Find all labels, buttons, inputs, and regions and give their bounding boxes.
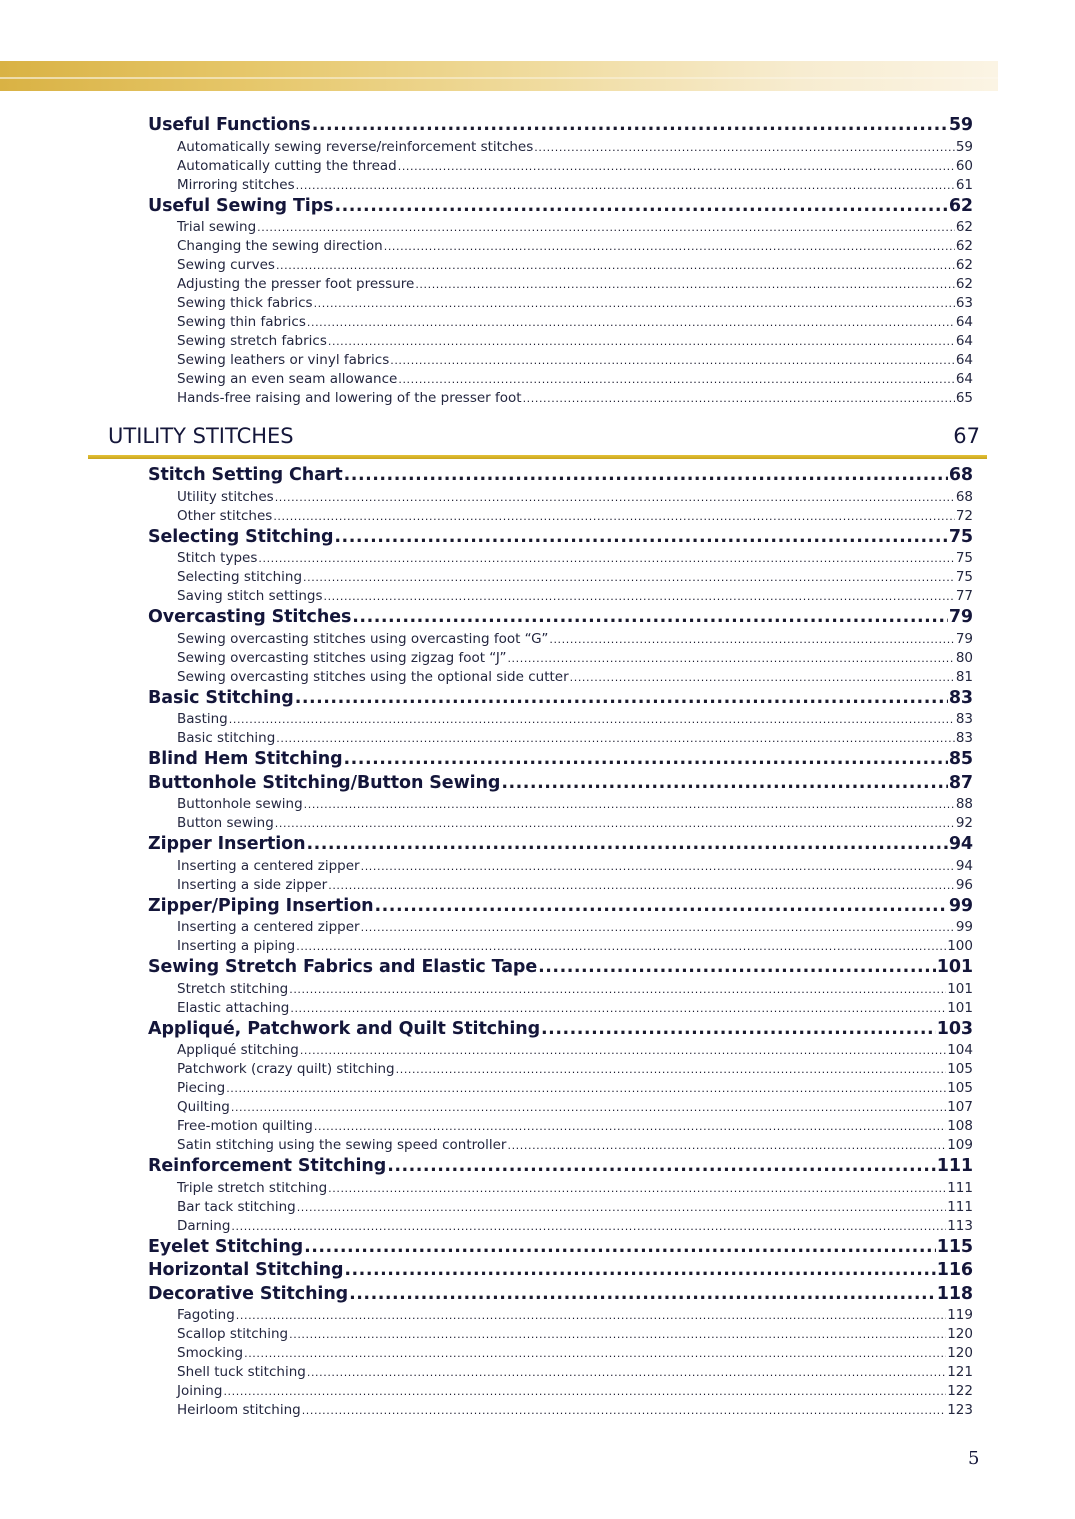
toc-entry-page: 87 (948, 772, 973, 793)
toc-entry[interactable] (148, 1237, 973, 1261)
toc-subentry-label: Inserting a piping (177, 938, 296, 954)
toc-subentry-page: 65 (955, 390, 973, 406)
toc-subentry-page: 122 (947, 1383, 973, 1399)
dot-leader (289, 983, 946, 996)
toc-subentry-page: 99 (955, 919, 973, 935)
toc-subentry-page: 64 (955, 371, 973, 387)
toc-entry-title: Selecting Stitching (148, 526, 334, 547)
toc-subentry-page: 109 (947, 1137, 973, 1153)
toc-section-useful (148, 115, 973, 409)
dot-leader (349, 1284, 936, 1304)
toc-entry-page: 103 (936, 1018, 973, 1039)
toc-entry[interactable] (148, 1156, 973, 1180)
toc-entry[interactable] (148, 1284, 973, 1308)
toc-subentry-page: 92 (955, 815, 973, 831)
toc-entry-title: Useful Sewing Tips (148, 195, 334, 216)
toc-subentry-label: Adjusting the presser foot pressure (177, 276, 415, 292)
toc-subentry-page: 72 (955, 507, 973, 524)
toc-subentry-label: Hands-free raising and lowering of the presser foot (177, 390, 522, 406)
dot-leader (323, 590, 954, 603)
dot-leader (229, 713, 955, 726)
toc-subentry-label: Sewing curves (177, 257, 275, 273)
toc-entry[interactable] (148, 115, 973, 139)
toc-subentry-page: 83 (955, 730, 973, 746)
dot-leader (361, 860, 955, 873)
dot-leader (334, 527, 947, 547)
toc-subentry-page: 120 (947, 1326, 973, 1342)
toc-subentry[interactable] (148, 1307, 973, 1326)
toc-subentry[interactable] (148, 1137, 973, 1156)
toc-entry-page: 62 (948, 195, 973, 216)
dot-leader (297, 1201, 947, 1214)
dot-leader (328, 335, 955, 348)
toc-subentry[interactable] (148, 796, 973, 815)
dot-leader (523, 392, 955, 405)
page-number: 5 (968, 1448, 980, 1469)
toc-subentry[interactable] (148, 276, 973, 295)
toc-subentry-page: 111 (947, 1179, 973, 1196)
toc-entry[interactable] (148, 527, 973, 551)
dot-leader (275, 817, 955, 830)
toc-subentry[interactable] (148, 1345, 973, 1364)
dot-leader (328, 879, 955, 892)
dot-leader (387, 1156, 936, 1176)
toc-subentry[interactable] (148, 1118, 973, 1137)
chapter-page: 67 (953, 424, 980, 448)
toc-subentry-label: Utility stitches (177, 488, 274, 505)
toc-subentry[interactable] (148, 295, 973, 314)
toc-entry-title: Blind Hem Stitching (148, 749, 343, 769)
dot-leader (328, 1182, 946, 1195)
toc-entry-title: Appliqué, Patchwork and Quilt Stitching (148, 1018, 541, 1039)
toc-subentry-label: Changing the sewing direction (177, 238, 383, 254)
toc-subentry[interactable] (148, 352, 973, 371)
toc-subentry-page: 60 (955, 157, 973, 174)
toc-entry-page: 101 (936, 957, 973, 977)
toc-subentry-page: 81 (955, 668, 973, 685)
toc-subentry[interactable] (148, 815, 973, 834)
toc-subentry[interactable] (148, 877, 973, 896)
toc-subentry-page: 121 (947, 1364, 973, 1380)
toc-subentry-page: 120 (947, 1345, 973, 1361)
toc-subentry-page: 68 (955, 488, 973, 505)
toc-subentry-label: Basic stitching (177, 730, 276, 746)
toc-subentry-label: Joining (177, 1383, 223, 1399)
dot-leader (314, 1120, 946, 1133)
toc-entry-title: Sewing Stretch Fabrics and Elastic Tape (148, 957, 538, 977)
toc-subentry-label: Fagoting (177, 1307, 235, 1323)
toc-subentry-page: 75 (955, 550, 973, 566)
toc-subentry-label: Sewing leathers or vinyl fabrics (177, 352, 390, 368)
toc-subentry-page: 64 (955, 314, 973, 330)
toc-subentry[interactable] (148, 257, 973, 276)
dot-leader (231, 1101, 946, 1114)
toc-entry[interactable] (148, 896, 973, 920)
toc-subentry[interactable] (148, 730, 973, 749)
dot-leader (344, 1260, 935, 1280)
toc-subentry[interactable] (148, 1061, 973, 1080)
toc-subentry-label: Elastic attaching (177, 999, 290, 1016)
toc-subentry-page: 107 (947, 1099, 973, 1115)
toc-subentry[interactable] (148, 219, 973, 238)
dot-leader (303, 571, 955, 584)
toc-subentry[interactable] (148, 588, 973, 607)
toc-subentry[interactable] (148, 371, 973, 390)
toc-subentry-label: Sewing overcasting stitches using the optional side cutter (177, 668, 569, 685)
toc-subentry-page: 62 (955, 257, 973, 273)
toc-subentry-page: 104 (947, 1042, 973, 1058)
toc-subentry[interactable] (148, 569, 973, 588)
toc-subentry-page: 101 (947, 999, 973, 1016)
toc-subentry-page: 88 (955, 796, 973, 812)
toc-subentry-label: Mirroring stitches (177, 176, 295, 193)
toc-subentry[interactable] (148, 508, 973, 527)
toc-subentry[interactable] (148, 390, 973, 409)
dot-leader (534, 141, 955, 154)
dot-leader (398, 373, 954, 386)
dot-leader (312, 115, 948, 135)
toc-subentry-label: Button sewing (177, 815, 274, 831)
toc-entry-page: 68 (948, 465, 973, 485)
toc-subentry-label: Heirloom stitching (177, 1402, 301, 1418)
toc-subentry[interactable] (148, 1218, 973, 1237)
toc-entry-title: Decorative Stitching (148, 1283, 349, 1304)
toc-subentry-page: 96 (955, 876, 973, 893)
toc-subentry-page: 108 (947, 1118, 973, 1134)
toc-subentry-label: Free-motion quilting (177, 1118, 313, 1134)
dot-leader (223, 1385, 946, 1398)
toc-subentry[interactable] (148, 489, 973, 508)
toc-entry-title: Horizontal Stitching (148, 1260, 344, 1280)
toc-subentry-page: 77 (955, 588, 973, 604)
chapter-title: UTILITY STITCHES (108, 424, 294, 448)
dot-leader (375, 896, 948, 916)
toc-subentry-label: Shell tuck stitching (177, 1364, 306, 1380)
dot-leader (290, 1002, 946, 1015)
dot-leader (296, 940, 946, 953)
dot-leader (304, 798, 955, 811)
toc-subentry-label: Inserting a side zipper (177, 876, 328, 893)
toc-subentry-page: 113 (947, 1217, 973, 1234)
toc-subentry[interactable] (148, 1000, 973, 1019)
toc-subentry-page: 63 (955, 295, 973, 311)
dot-leader (501, 773, 948, 793)
toc-subentry-label: Sewing an even seam allowance (177, 371, 398, 387)
toc-subentry[interactable] (148, 238, 973, 257)
toc-entry[interactable] (148, 773, 973, 797)
header-band-highlight (0, 77, 998, 79)
toc-subentry-label: Piecing (177, 1080, 226, 1096)
toc-entry[interactable] (148, 465, 973, 489)
toc-subentry[interactable] (148, 858, 973, 877)
toc-subentry[interactable] (148, 1180, 973, 1199)
toc-entry-page: 59 (948, 115, 973, 135)
toc-entry-title: Zipper/Piping Insertion (148, 895, 374, 916)
dot-leader (302, 1404, 947, 1417)
chapter-heading (108, 424, 980, 448)
toc-entry-title: Basic Stitching (148, 687, 294, 708)
toc-subentry-label: Appliqué stitching (177, 1042, 299, 1058)
toc-subentry-page: 105 (947, 1080, 973, 1096)
dot-leader (344, 465, 948, 485)
toc-entry-page: 83 (948, 687, 973, 708)
toc-subentry[interactable] (148, 938, 973, 957)
toc-subentry[interactable] (148, 314, 973, 333)
toc-entry[interactable] (148, 1260, 973, 1284)
toc-entry-title: Zipper Insertion (148, 834, 306, 854)
toc-subentry-label: Inserting a centered zipper (177, 857, 360, 874)
toc-subentry-page: 83 (955, 711, 973, 727)
toc-subentry-page: 62 (955, 219, 973, 235)
toc-subentry-label: Quilting (177, 1099, 230, 1115)
toc-subentry-label: Automatically sewing reverse/reinforcement stitches (177, 138, 534, 155)
dot-leader (231, 1220, 946, 1233)
toc-subentry-label: Saving stitch settings (177, 588, 323, 604)
toc-subentry[interactable] (148, 139, 973, 158)
dot-leader (276, 732, 955, 745)
toc-entry-page: 79 (948, 607, 973, 627)
toc-entry-title: Reinforcement Stitching (148, 1156, 387, 1176)
toc-subentry-page: 119 (947, 1307, 973, 1323)
toc-subentry-label: Smocking (177, 1345, 244, 1361)
toc-subentry[interactable] (148, 1383, 973, 1402)
toc-subentry-label: Other stitches (177, 507, 273, 524)
toc-subentry[interactable] (148, 1364, 973, 1383)
dot-leader (276, 259, 955, 272)
toc-subentry-label: Patchwork (crazy quilt) stitching (177, 1061, 395, 1077)
toc-subentry-page: 64 (955, 333, 973, 349)
toc-entry[interactable] (148, 749, 973, 773)
toc-subentry[interactable] (148, 1080, 973, 1099)
toc-entry[interactable] (148, 1019, 973, 1043)
dot-leader (398, 160, 955, 173)
toc-subentry-label: Scallop stitching (177, 1326, 289, 1342)
toc-subentry[interactable] (148, 158, 973, 177)
toc-entry-title: Useful Functions (148, 115, 311, 135)
toc-subentry-page: 75 (955, 569, 973, 585)
toc-entry-page: 116 (936, 1260, 973, 1280)
toc-entry-title: Eyelet Stitching (148, 1236, 304, 1257)
toc-entry[interactable] (148, 688, 973, 712)
toc-entry-title: Buttonhole Stitching/Button Sewing (148, 772, 501, 793)
toc-subentry-label: Satin stitching using the sewing speed controller (177, 1137, 507, 1153)
toc-subentry-label: Inserting a centered zipper (177, 919, 360, 935)
toc-subentry[interactable] (148, 1042, 973, 1061)
toc-subentry-label: Stretch stitching (177, 980, 289, 997)
toc-subentry[interactable] (148, 177, 973, 196)
toc-subentry[interactable] (148, 631, 973, 650)
toc-entry[interactable] (148, 957, 973, 981)
dot-leader (344, 749, 948, 769)
toc-subentry-label: Sewing thin fabrics (177, 314, 306, 330)
dot-leader (300, 1044, 946, 1057)
toc-subentry-page: 61 (955, 176, 973, 193)
toc-subentry-page: 101 (947, 980, 973, 997)
dot-leader (541, 1019, 936, 1039)
toc-subentry-page: 59 (955, 138, 973, 155)
toc-subentry-label: Basting (177, 711, 228, 727)
dot-leader (307, 1366, 946, 1379)
toc-subentry[interactable] (148, 1199, 973, 1218)
toc-entry-title: Stitch Setting Chart (148, 465, 343, 485)
dot-leader (396, 1063, 947, 1076)
dot-leader (244, 1347, 946, 1360)
toc-subentry-page: 100 (947, 938, 973, 954)
toc-section-utility-stitches (148, 465, 973, 1421)
toc-subentry-label: Sewing stretch fabrics (177, 333, 327, 349)
toc-subentry[interactable] (148, 919, 973, 938)
toc-subentry[interactable] (148, 981, 973, 1000)
toc-subentry-label: Bar tack stitching (177, 1198, 296, 1215)
toc-subentry-page: 62 (955, 276, 973, 292)
toc-subentry-label: Trial sewing (177, 219, 257, 235)
dot-leader (390, 354, 955, 367)
toc-subentry-label: Sewing overcasting stitches using zigzag foot “J” (177, 649, 507, 666)
toc-subentry[interactable] (148, 1402, 973, 1421)
dot-leader (538, 957, 936, 977)
dot-leader (257, 221, 955, 234)
toc-subentry-page: 123 (947, 1402, 973, 1418)
toc-subentry-page: 62 (955, 238, 973, 254)
toc-subentry[interactable] (148, 669, 973, 688)
toc-subentry-page: 94 (955, 857, 973, 874)
toc-subentry[interactable] (148, 1326, 973, 1345)
toc-entry[interactable] (148, 607, 973, 631)
toc-entry[interactable] (148, 834, 973, 858)
dot-leader (273, 510, 955, 523)
header-color-band (0, 61, 998, 91)
toc-subentry-label: Buttonhole sewing (177, 796, 303, 812)
toc-subentry[interactable] (148, 550, 973, 569)
dot-leader (295, 688, 948, 708)
toc-subentry-label: Selecting stitching (177, 569, 303, 585)
toc-subentry-label: Sewing thick fabrics (177, 295, 313, 311)
dot-leader (306, 834, 947, 854)
toc-subentry-page: 79 (955, 630, 973, 647)
dot-leader (570, 671, 955, 684)
dot-leader (236, 1309, 946, 1322)
toc-entry-page: 94 (948, 834, 973, 854)
toc-subentry-page: 64 (955, 352, 973, 368)
toc-subentry-page: 111 (947, 1198, 973, 1215)
toc-subentry-label: Stitch types (177, 550, 258, 566)
dot-leader (314, 297, 955, 310)
toc-subentry-label: Darning (177, 1217, 231, 1234)
toc-subentry[interactable] (148, 1099, 973, 1118)
dot-leader (334, 196, 947, 216)
toc-entry-page: 118 (936, 1283, 973, 1304)
toc-entry-page: 75 (948, 526, 973, 547)
toc-subentry[interactable] (148, 333, 973, 352)
dot-leader (275, 491, 955, 504)
toc-entry-page: 111 (936, 1156, 973, 1176)
toc-entry-page: 99 (948, 895, 973, 916)
dot-leader (289, 1328, 946, 1341)
dot-leader (352, 607, 948, 627)
toc-entry-page: 115 (936, 1236, 973, 1257)
dot-leader (304, 1237, 936, 1257)
toc-subentry[interactable] (148, 650, 973, 669)
dot-leader (549, 633, 954, 646)
dot-leader (507, 1139, 946, 1152)
toc-subentry-label: Automatically cutting the thread (177, 157, 397, 174)
toc-subentry-label: Triple stretch stitching (177, 1179, 328, 1196)
dot-leader (384, 240, 955, 253)
dot-leader (307, 316, 955, 329)
toc-subentry-page: 80 (955, 649, 973, 666)
toc-entry-title: Overcasting Stitches (148, 607, 352, 627)
dot-leader (415, 278, 954, 291)
toc-entry[interactable] (148, 196, 973, 220)
toc-subentry[interactable] (148, 711, 973, 730)
toc-entry-page: 85 (948, 749, 973, 769)
toc-subentry-label: Sewing overcasting stitches using overcasting foot “G” (177, 630, 549, 647)
dot-leader (258, 552, 954, 565)
dot-leader (296, 179, 955, 192)
dot-leader (507, 652, 954, 665)
chapter-rule (88, 455, 987, 459)
dot-leader (226, 1082, 946, 1095)
toc-subentry-page: 105 (947, 1061, 973, 1077)
dot-leader (361, 921, 955, 934)
